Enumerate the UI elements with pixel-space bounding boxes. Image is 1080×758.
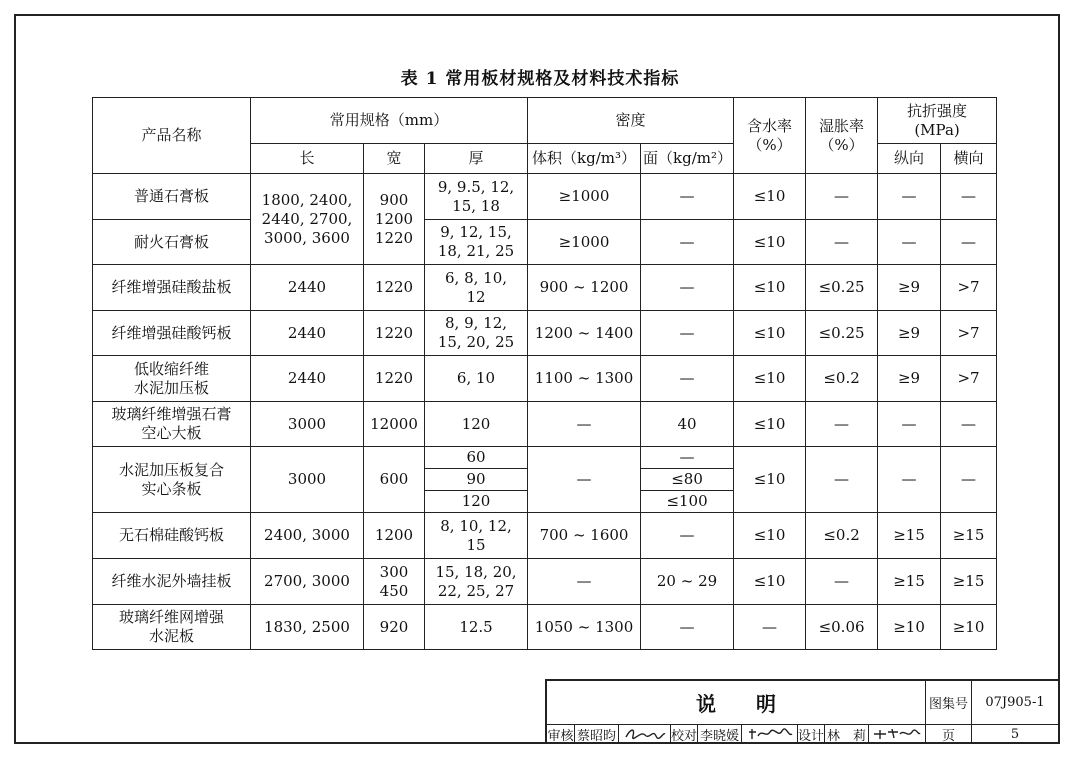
- density-area: 40: [641, 402, 734, 447]
- header-density-area: 面（kg/m²）: [641, 144, 734, 174]
- density-vol: 1100 ~ 1300: [528, 356, 641, 402]
- proofer-signature: [741, 724, 797, 744]
- product-name: 无石棉硅酸钙板: [93, 513, 251, 559]
- moisture: ≤10: [734, 174, 806, 220]
- proofer-name: 李晓媛: [697, 724, 741, 744]
- flex-long: ≥9: [878, 311, 941, 356]
- moisture: ≤10: [734, 220, 806, 265]
- length-value: 1830, 2500: [251, 605, 364, 650]
- thickness-value: 8, 9, 12, 15, 20, 25: [437, 314, 515, 351]
- density-vol: —: [528, 447, 641, 513]
- header-density: 密度: [528, 98, 734, 144]
- flex-trans: ≥10: [941, 605, 997, 650]
- designer-signature-mark: [872, 726, 922, 742]
- width-value: 1220: [364, 356, 425, 402]
- flex-trans: —: [941, 402, 997, 447]
- product-name: 纤维增强硅酸钙板: [93, 311, 251, 356]
- flex-trans: ≥15: [941, 513, 997, 559]
- header-swelling: [806, 98, 878, 174]
- swelling: —: [806, 447, 878, 513]
- width-cell: [364, 559, 425, 605]
- flex-unit: (MPa): [914, 120, 960, 139]
- header-flex-long: 纵向: [878, 144, 941, 174]
- swelling: —: [806, 174, 878, 220]
- density-vol: 1050 ~ 1300: [528, 605, 641, 650]
- density-area: ≤100: [641, 491, 734, 513]
- moisture-unit: （%）: [747, 135, 792, 154]
- moisture: ≤10: [734, 265, 806, 311]
- header-width: 宽: [364, 144, 425, 174]
- product-name: 纤维水泥外墙挂板: [93, 559, 251, 605]
- table-row: [93, 174, 997, 220]
- reviewer-signature: [618, 724, 670, 744]
- swelling-label: 湿胀率: [819, 116, 865, 135]
- flex-long: —: [878, 220, 941, 265]
- flex-trans: >7: [941, 356, 997, 402]
- review-label: 审核: [547, 728, 574, 744]
- length-value: 2400, 3000: [251, 513, 364, 559]
- product-name: 耐火石膏板: [93, 220, 251, 265]
- flex-long: —: [878, 174, 941, 220]
- table-row: [93, 220, 997, 265]
- density-area: —: [641, 265, 734, 311]
- product-name: 水泥加压板复合 实心条板: [118, 460, 224, 498]
- table-row: [93, 447, 997, 469]
- title-block-bottom-row: [547, 724, 1058, 744]
- density-area: ≤80: [641, 469, 734, 491]
- flex-trans: ≥15: [941, 559, 997, 605]
- header-length: 长: [251, 144, 364, 174]
- product-name-cell: [93, 356, 251, 402]
- swelling: ≤0.2: [806, 513, 878, 559]
- thickness-cell: [425, 220, 528, 265]
- flex-trans: —: [941, 220, 997, 265]
- header-moisture: [734, 98, 806, 174]
- length-value: 2440: [251, 265, 364, 311]
- length-value: 2700, 3000: [251, 559, 364, 605]
- width-value: 1200: [364, 513, 425, 559]
- thickness-value: 9, 9.5, 12, 15, 18: [437, 177, 515, 215]
- thickness-cell: [425, 311, 528, 356]
- table-row: [93, 559, 997, 605]
- thickness-cell: [425, 559, 528, 605]
- product-name: 玻璃纤维网增强 水泥板: [118, 608, 224, 645]
- density-vol: —: [528, 559, 641, 605]
- density-area: 20 ~ 29: [641, 559, 734, 605]
- product-name: 普通石膏板: [93, 174, 251, 220]
- reviewer-name: 蔡昭昀: [574, 724, 618, 744]
- header-flex-trans: 横向: [941, 144, 997, 174]
- thickness-value: 60: [425, 447, 528, 469]
- flex-trans: >7: [941, 311, 997, 356]
- density-vol: ≥1000: [528, 174, 641, 220]
- thickness-value: 12.5: [425, 605, 528, 650]
- length-value: 3000: [251, 402, 364, 447]
- page-number: 5: [971, 724, 1058, 744]
- thickness-value: 9, 12, 15, 18, 21, 25: [437, 223, 515, 260]
- table-row: [93, 311, 997, 356]
- moisture: ≤10: [734, 311, 806, 356]
- density-area: —: [641, 605, 734, 650]
- width-value: 1220: [364, 311, 425, 356]
- density-area: —: [641, 356, 734, 402]
- density-area: —: [641, 513, 734, 559]
- width-cell: [364, 174, 425, 265]
- page-label: 页: [925, 724, 971, 744]
- thickness-value: 120: [425, 491, 528, 513]
- swelling-unit: （%）: [819, 135, 864, 154]
- product-name-cell: [93, 447, 251, 513]
- thickness-cell: [425, 174, 528, 220]
- density-area: —: [641, 174, 734, 220]
- width-value: 12000: [364, 402, 425, 447]
- swelling: —: [806, 220, 878, 265]
- flex-trans: —: [941, 447, 997, 513]
- product-name: 低收缩纤维 水泥加压板: [133, 359, 209, 397]
- title-block-heading: 说 明: [696, 692, 776, 716]
- moisture: ≤10: [734, 559, 806, 605]
- density-vol: ≥1000: [528, 220, 641, 265]
- reviewer-signature-mark: [623, 726, 667, 742]
- moisture: ≤10: [734, 447, 806, 513]
- header-spec: 常用规格（mm）: [251, 98, 528, 144]
- table-row: [93, 605, 997, 650]
- width-value: 900 1200 1220: [374, 190, 414, 247]
- atlas-number-label: 图集号: [925, 681, 971, 724]
- flex-long: ≥15: [878, 513, 941, 559]
- moisture: ≤10: [734, 402, 806, 447]
- density-vol: 700 ~ 1600: [528, 513, 641, 559]
- density-vol: 900 ~ 1200: [528, 265, 641, 311]
- thickness-cell: [425, 265, 528, 311]
- designer-signature: [868, 724, 925, 744]
- header-flex: [878, 98, 997, 144]
- length-value: 2440: [251, 356, 364, 402]
- width-value: 300 450: [379, 562, 409, 600]
- flex-long: —: [878, 447, 941, 513]
- proof-label: 校对: [670, 724, 697, 744]
- flex-long: ≥10: [878, 605, 941, 650]
- thickness-cell: [425, 513, 528, 559]
- thickness-value: 6, 8, 10, 12: [445, 268, 508, 306]
- flex-trans: >7: [941, 265, 997, 311]
- moisture: ≤10: [734, 356, 806, 402]
- thickness-value: 8, 10, 12, 15: [440, 516, 512, 554]
- thickness-value: 90: [425, 469, 528, 491]
- proofer-signature-mark: [746, 726, 794, 742]
- width-value: 920: [364, 605, 425, 650]
- title-block: [545, 679, 1060, 744]
- flex-trans: —: [941, 174, 997, 220]
- product-name-cell: [93, 402, 251, 447]
- thickness-value: 15, 18, 20, 22, 25, 27: [435, 562, 517, 600]
- density-area: —: [641, 220, 734, 265]
- table-title: 表 1 常用板材规格及材料技术指标: [400, 69, 680, 89]
- header-thickness: 厚: [425, 144, 528, 174]
- flex-long: —: [878, 402, 941, 447]
- designer-name: 林 莉: [824, 724, 868, 744]
- atlas-number: 07J905-1: [971, 681, 1058, 724]
- length-value: 3000: [251, 447, 364, 513]
- width-value: 600: [364, 447, 425, 513]
- moisture: ≤10: [734, 513, 806, 559]
- table-row: [93, 356, 997, 402]
- flex-long: ≥15: [878, 559, 941, 605]
- table-row: [93, 513, 997, 559]
- header-density-vol: 体积（kg/m³）: [528, 144, 641, 174]
- swelling: —: [806, 402, 878, 447]
- moisture: —: [734, 605, 806, 650]
- table-row: [93, 402, 997, 447]
- flex-long: ≥9: [878, 265, 941, 311]
- swelling: ≤0.2: [806, 356, 878, 402]
- length-value: 2440: [251, 311, 364, 356]
- design-label: 设计: [797, 724, 824, 744]
- thickness-value: 120: [425, 402, 528, 447]
- swelling: —: [806, 559, 878, 605]
- product-name: 玻璃纤维增强石膏 空心大板: [111, 405, 232, 442]
- flex-long: ≥9: [878, 356, 941, 402]
- title-block-top-row: [547, 681, 1058, 725]
- swelling: ≤0.06: [806, 605, 878, 650]
- swelling: ≤0.25: [806, 311, 878, 356]
- table-row: [93, 265, 997, 311]
- product-name-cell: [93, 605, 251, 650]
- width-value: 1220: [364, 265, 425, 311]
- density-vol: 1200 ~ 1400: [528, 311, 641, 356]
- flex-label: 抗折强度: [907, 101, 968, 120]
- moisture-label: 含水率: [747, 116, 793, 135]
- density-area: —: [641, 311, 734, 356]
- density-area: —: [641, 447, 734, 469]
- product-name: 纤维增强硅酸盐板: [93, 265, 251, 311]
- density-vol: —: [528, 402, 641, 447]
- spec-table: [92, 97, 997, 650]
- header-product: 产品名称: [93, 98, 251, 174]
- thickness-value: 6, 10: [425, 356, 528, 402]
- swelling: ≤0.25: [806, 265, 878, 311]
- length-value: 1800, 2400, 2440, 2700, 3000, 3600: [261, 190, 353, 247]
- length-cell: [251, 174, 364, 265]
